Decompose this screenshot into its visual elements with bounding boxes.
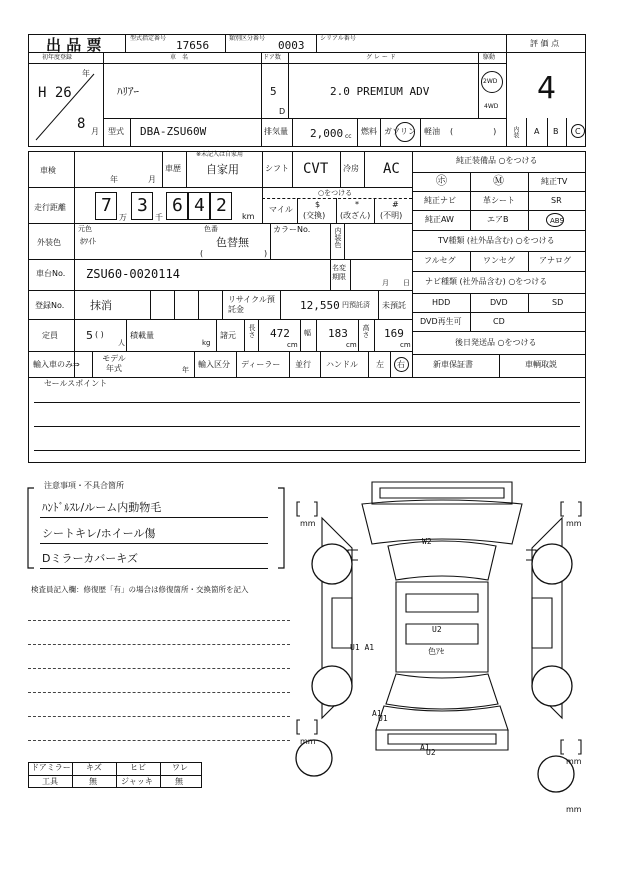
equip-r2-2: SR (551, 196, 562, 205)
year-unit: 年 (82, 69, 90, 78)
equip-r1-1: Ⓜ (493, 174, 504, 187)
later-0: 新車保証書 (433, 360, 473, 369)
disp-unit: cc (345, 133, 352, 140)
motoiro-value: ﾎﾜｲﾄ (80, 237, 96, 246)
tv-title: TV種類 (社外品含む) ○をつける (438, 236, 555, 245)
recycle-not: 未預託 (382, 301, 406, 310)
handle-label: ハンドル (326, 360, 358, 369)
chassis-value: ZSU60-0020114 (86, 267, 180, 281)
mark-u2-center: U2 (432, 625, 442, 634)
model-value: DBA-ZSU60W (140, 125, 207, 138)
height-value: 169 (384, 327, 404, 340)
model-label: 型式 (108, 127, 124, 136)
mm-label-3: mm (300, 737, 316, 746)
first-reg-era: H 26 (38, 85, 72, 101)
car-diagram (292, 478, 592, 808)
width-value: 183 (328, 327, 348, 340)
note-line-3: Dミラーカバーキズ (42, 552, 139, 565)
recycle-label: リサイクル預託金 (228, 295, 275, 314)
load-label: 積載量 (130, 331, 154, 340)
navi1-1: DVD (490, 298, 508, 307)
note-line-2: シートキレ/ホイール傷 (42, 527, 156, 540)
circle-note: ○をつける (318, 189, 353, 197)
doors-value: 5 (270, 85, 277, 98)
abs-circle (546, 213, 564, 227)
drive-label: 駆動 (483, 54, 496, 61)
recycle-done: 円預託済 (342, 301, 370, 309)
shareki-note: ※未記入は自家用 (196, 151, 244, 158)
shareki-value: 自家用 (206, 163, 239, 176)
navi2-0: DVD再生可 (420, 317, 462, 326)
interior-c: C (575, 127, 581, 136)
ruibetsu-value: 0003 (278, 39, 305, 52)
mark-a1-bumper: A1 (420, 743, 430, 752)
door-type: D (279, 107, 286, 116)
aircon-label: 冷房 (343, 164, 359, 173)
drive-2wd: 2WD (483, 78, 498, 85)
mm-label-1: mm (300, 519, 316, 528)
shaken-month-unit: 月 (148, 175, 156, 184)
equip-r1-2: 純正TV (541, 177, 568, 186)
parallel-label: 並行 (295, 360, 311, 369)
shaken-year-unit: 年 (110, 175, 118, 184)
legend-1-0: ドアミラー (31, 763, 71, 772)
navi1-2: SD (552, 298, 564, 307)
grade-value: 2.0 PREMIUM ADV (330, 85, 430, 98)
reg-value: 抹消 (90, 299, 112, 312)
equip-title: 純正装備品 ○をつける (456, 156, 538, 165)
legend-1-1: キズ (86, 763, 102, 772)
interior-a: A (534, 127, 540, 136)
shaken-label: 車検 (40, 166, 56, 175)
color-label: 外装色 (37, 238, 61, 247)
naiso-label: 内装色 (334, 227, 342, 248)
car-name-label: 車 名 (170, 54, 189, 61)
navi1-0: HDD (432, 298, 451, 307)
reg-label: 登録No. (35, 301, 65, 310)
chassis-label: 車台No. (36, 269, 66, 278)
length-value: 472 (270, 327, 290, 340)
fuel-diesel: 軽油 (424, 127, 440, 136)
interior-c-circle (571, 124, 585, 138)
tv-2: アナログ (539, 256, 571, 265)
legend-2-3: 無 (175, 777, 183, 786)
mm-label-4: mm (566, 757, 582, 766)
mm-label-2: mm (566, 519, 582, 528)
fuel-gas: ガソリン (384, 127, 416, 136)
mm-label-5: mm (566, 805, 582, 814)
left-label: 左 (376, 360, 384, 369)
mark-iroase: 色ｱｾ (428, 647, 444, 656)
dealer-label: ディーラー (241, 360, 281, 369)
height-label: 高さ (362, 324, 370, 338)
notes-title: 注意事項・不具合箇所 (44, 481, 124, 490)
car-name-value: ﾊﾘｱｰ (117, 85, 139, 98)
first-reg-label: 初年度登録 (42, 54, 73, 61)
navi2-1: CD (493, 317, 505, 326)
hyoka-value: 4 (537, 71, 557, 106)
tv-0: フルセグ (424, 256, 456, 265)
fuel-label: 燃料 (361, 127, 377, 136)
sales-label: セールスポイント (44, 379, 108, 388)
note-line-1: ﾊﾝﾄﾞﾙｽﾚ/ルーム内動物毛 (42, 501, 162, 514)
doors-label: ドア数 (263, 54, 281, 61)
shift-value: CVT (303, 161, 329, 177)
shareki-label: 車歴 (165, 164, 181, 173)
navi-title: ナビ種類 (社外品含む) ○をつける (425, 277, 548, 286)
capacity-label: 定員 (42, 331, 58, 340)
capacity-value: 5 (86, 329, 93, 342)
mark-u2-bumper: U2 (426, 748, 436, 757)
color-no-label: カラーNo. (273, 225, 311, 234)
length-label: 長さ (248, 324, 256, 338)
page-title: 出 品 票 (46, 36, 102, 54)
kata-value: 17656 (176, 39, 210, 52)
kata-label: 型式指定番号 (130, 35, 167, 42)
mile-label: マイル (269, 205, 293, 214)
later-title: 後日発送品 ○をつける (455, 338, 537, 347)
mark-a1-rear: A1 (372, 709, 382, 718)
interior-label: 内装 (512, 126, 519, 138)
km-unit: km (242, 212, 255, 221)
color-change-value: 色替無 (216, 236, 249, 249)
fuel-gas-circle (395, 122, 415, 142)
serial-label: シリアル番号 (320, 35, 356, 42)
aircon-value: AC (383, 161, 400, 177)
import-class-label: 輸入区分 (198, 360, 230, 369)
disp-value: 2,000 (310, 127, 344, 140)
legend-2-0: 工具 (42, 777, 58, 786)
mark-u1-rear: U1 (378, 714, 388, 723)
legend-1-3: ワレ (172, 763, 188, 772)
grade-label: グ レ ー ド (366, 54, 396, 61)
dim-label: 諸元 (220, 331, 236, 340)
mark-u1a1-left: U1 A1 (350, 643, 375, 652)
tv-1: ワンセグ (483, 256, 515, 265)
interior-b: B (553, 127, 559, 136)
equip-r2-0: 純正ナビ (424, 196, 456, 205)
recycle-value: 12,550 (300, 299, 340, 312)
shokuban-label: 色番 (204, 225, 218, 233)
first-reg-month: 8 (77, 116, 86, 132)
legend-1-2: ヒビ (130, 763, 146, 772)
meihen-label: 名変期限 (332, 264, 346, 282)
equip-r3-1: エアB (487, 215, 509, 224)
motoiro-label: 元色 (78, 225, 92, 233)
mark-w2: W2 (422, 537, 432, 546)
equip-r1-0: ㋭ (436, 174, 447, 187)
import-label: 輸入車のみ⇒ (33, 360, 80, 369)
right-label: 右 (397, 360, 405, 369)
equip-r2-1: 革シート (483, 196, 515, 205)
drive-4wd: 4WD (484, 103, 499, 110)
equip-r3-2: ABS (550, 217, 564, 225)
ruibetsu-label: 類別区分番号 (229, 35, 266, 42)
month-unit: 月 (91, 127, 99, 136)
mileage-label: 走行距離 (34, 203, 66, 212)
legend-2-2: ジャッキ (121, 777, 153, 786)
right-circle (394, 357, 409, 372)
equip-r3-0: 純正AW (425, 215, 454, 224)
shift-label: シフト (265, 164, 289, 173)
legend-2-1: 無 (89, 777, 97, 786)
inspector-label: 検査員記入欄：修復歴「有」の場合は修復箇所・交換箇所を記入 (31, 585, 249, 594)
width-label: 幅 (304, 329, 311, 337)
model-year-label: モデル年式 (102, 354, 126, 373)
hyoka-label: 評 価 点 (530, 39, 560, 48)
disp-label: 排気量 (264, 127, 288, 136)
later-1: 車輌取説 (525, 360, 557, 369)
